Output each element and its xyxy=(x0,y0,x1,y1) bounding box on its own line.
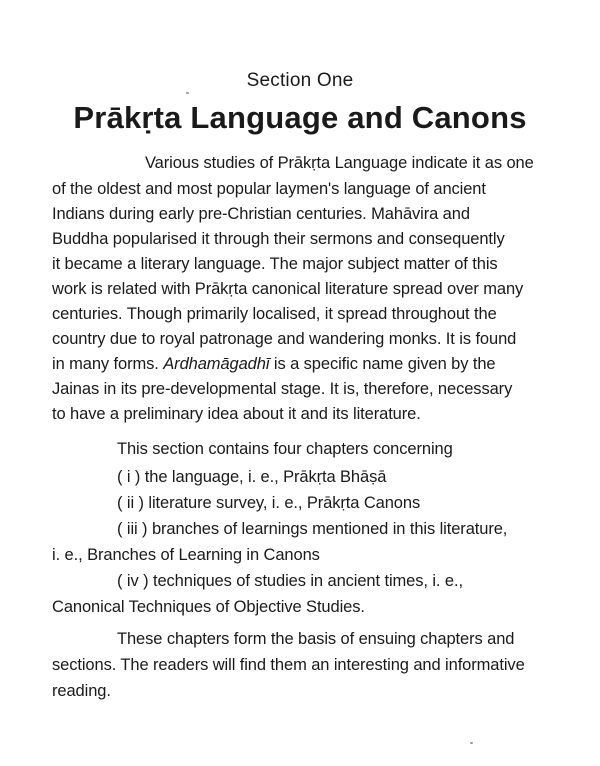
body-line: These chapters form the basis of ensuing chapters and xyxy=(117,630,515,648)
body-text: in many forms. xyxy=(52,355,164,373)
body-line: Jainas in its pre-developmental stage. It is, therefore, necessary xyxy=(52,380,513,398)
body-line: country due to royal patronage and wandering monks. It is found xyxy=(52,330,517,348)
paragraph-intro: This section contains four chapters concerning xyxy=(117,440,453,458)
body-line: it became a literary language. The major subject matter of this xyxy=(52,255,498,273)
section-label: Section One xyxy=(246,70,354,91)
scan-speck xyxy=(186,92,189,94)
chapter-item: ( i ) the language, i. e., Prākṛta Bhāṣā xyxy=(117,468,387,486)
body-line: to have a preliminary idea about it and its literature. xyxy=(52,405,421,423)
body-line: Buddha popularised it through their sermons and consequently xyxy=(52,230,505,248)
chapter-item: ( ii ) literature survey, i. e., Prākṛta Canons xyxy=(117,494,421,512)
body-line: centuries. Though primarily localised, it spread throughout the xyxy=(52,305,497,323)
body-text: is a specific name given by the xyxy=(269,355,496,373)
page-title: Prākṛta Language and Canons xyxy=(73,100,527,135)
chapter-item-continued: i. e., Branches of Learning in Canons xyxy=(52,546,320,564)
body-line: Indians during early pre-Christian centuries. Mahāvira and xyxy=(52,205,470,223)
scan-speck xyxy=(470,742,473,744)
body-line: reading. xyxy=(52,682,111,700)
body-line: of the oldest and most popular laymen's language of ancient xyxy=(52,180,486,198)
chapter-item-continued: Canonical Techniques of Objective Studies. xyxy=(52,598,365,616)
chapter-item: ( iv ) techniques of studies in ancient times, i. e., xyxy=(117,572,463,590)
chapter-item: ( iii ) branches of learnings mentioned in this literature, xyxy=(117,520,508,538)
body-line: Various studies of Prākṛta Language indicate it as one xyxy=(145,154,534,172)
body-line: work is related with Prākṛta canonical literature spread over many xyxy=(52,280,524,298)
body-line: sections. The readers will find them an interesting and informative xyxy=(52,656,525,674)
body-line-with-italic xyxy=(52,355,552,374)
italic-term: Ardhamāgadhī xyxy=(163,355,270,373)
